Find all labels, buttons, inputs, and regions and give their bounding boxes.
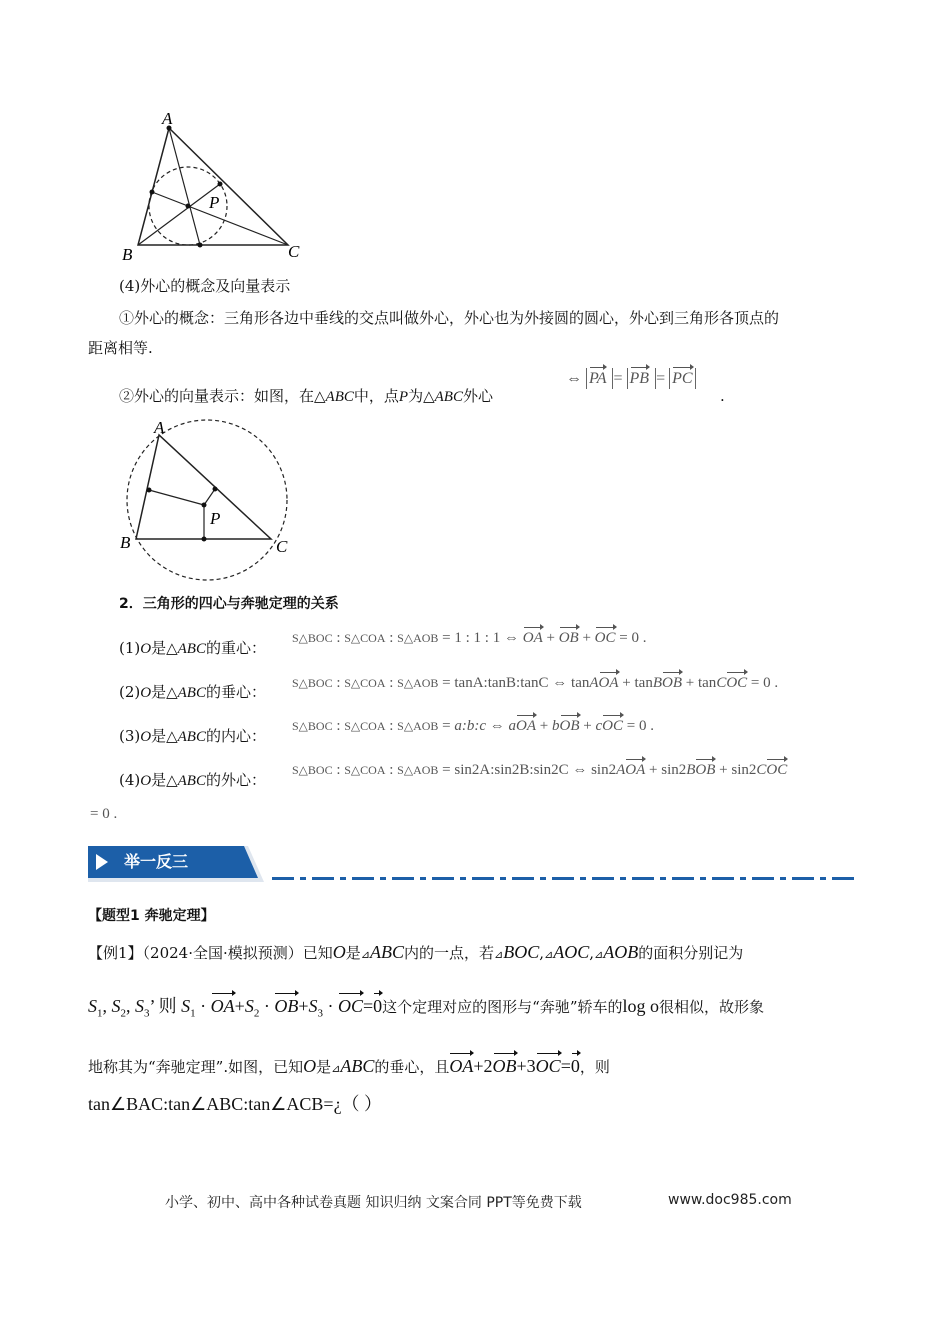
row-number: (1) bbox=[119, 639, 141, 657]
example-line-3: 地称其为“奔驰定理”.如图，已知O是⊿ABC的垂心，且OA+2OB+3OC=0，则 bbox=[88, 1056, 610, 1076]
fig2-label-b: B bbox=[120, 533, 131, 552]
circumcircle-figure bbox=[110, 418, 310, 588]
iff-symbol: ⇔ bbox=[566, 370, 582, 387]
area-s-boc: S△BOC bbox=[292, 763, 333, 777]
row-label-mid: 是△ bbox=[151, 771, 178, 789]
triangle-symbol: ⊿ bbox=[331, 1062, 341, 1075]
text: 这个定理对应的图形与“奔驰”轿车的 bbox=[382, 998, 623, 1016]
text: 的垂心，且 bbox=[374, 1058, 450, 1076]
triangle-name: ABC bbox=[325, 389, 354, 405]
vector-line-prefix: ②外心的向量表示：如图，在△ bbox=[119, 387, 326, 405]
point-o: O bbox=[332, 942, 346, 962]
question-type-heading: 【题型1 奔驰定理】 bbox=[88, 908, 215, 924]
area-s: S bbox=[111, 996, 121, 1016]
area-s-aob: S△AOB bbox=[397, 719, 439, 733]
zero-vector: = 0 bbox=[626, 718, 647, 734]
area-s-boc: S△BOC bbox=[292, 631, 333, 645]
area-s-aob: S△AOB bbox=[397, 631, 439, 645]
circumcenter-formula: S△BOC : S△COA : S△AOB = sin2A:sin2B:sin2C ⇔ sin2AOA + sin2BOB + sin2COC bbox=[292, 762, 788, 778]
relation-row-centroid bbox=[119, 638, 266, 659]
fig1-label-a: A bbox=[162, 112, 173, 128]
area-s-coa: S△COA bbox=[344, 676, 386, 690]
logo-word: log o bbox=[622, 996, 660, 1016]
triangle-name: ABC bbox=[370, 942, 404, 962]
point-o: O bbox=[303, 1056, 317, 1076]
fig1-label-p: P bbox=[209, 193, 220, 212]
relation-row-orthocenter bbox=[119, 682, 266, 703]
fig2-label-c: C bbox=[276, 537, 288, 556]
row-number: (2) bbox=[119, 683, 141, 701]
footer-text: 小学、初中、高中各种试卷真题 知识归纳 文案合同 PPT等免费下载 bbox=[165, 1195, 582, 1211]
section-2-heading: 2．三角形的四心与奔驰定理的关系 bbox=[119, 596, 339, 612]
area-s-aob: S△AOB bbox=[397, 763, 439, 777]
section-4-heading: (4)外心的概念及向量表示 bbox=[119, 277, 291, 295]
row-number: (4) bbox=[119, 771, 141, 789]
vector-line-mid: 中，点 bbox=[353, 387, 399, 405]
row-label-post: 的垂心： bbox=[205, 683, 266, 701]
example-intro: 【例1】（2024·全国·模拟预测）已知 bbox=[88, 944, 333, 962]
text: 内的一点，若 bbox=[404, 944, 495, 962]
area-ratio: sin2A:sin2B:sin2C ⇔ bbox=[454, 762, 588, 778]
text: 的面积分别记为 bbox=[638, 944, 744, 962]
area-ratio: a:b:c ⇔ bbox=[454, 718, 505, 734]
area-s: S bbox=[135, 996, 144, 1016]
area-s: S bbox=[244, 996, 254, 1016]
point-o: O bbox=[140, 641, 152, 657]
vector-pa: PA bbox=[589, 370, 607, 387]
centroid-formula: S△BOC : S△COA : S△AOB = 1 : 1 : 1 ⇔ OA + OB + OC = 0 . bbox=[292, 630, 647, 646]
area-ratio: tanA:tanB:tanC ⇔ bbox=[454, 675, 568, 691]
relation-row-incenter bbox=[119, 726, 266, 747]
triangle-symbol: ⊿ bbox=[360, 948, 370, 961]
vector-line-mid2: 为△ bbox=[408, 387, 435, 405]
triangle-name: ABC bbox=[434, 389, 463, 405]
example-line-4: tan∠BAC:tan∠ABC:tan∠ACB=¿（ ） bbox=[88, 1094, 383, 1114]
area-s-coa: S△COA bbox=[344, 631, 386, 645]
formula-period: . bbox=[720, 387, 725, 405]
text: 地称其为“奔驰定理”.如图，已知 bbox=[88, 1058, 304, 1076]
triangle-boc: BOC bbox=[503, 942, 540, 962]
relation-row-circumcenter bbox=[119, 770, 266, 791]
incenter-formula: S△BOC : S△COA : S△AOB = a:b:c ⇔ aOA + bOB + cOC = 0 . bbox=[292, 718, 654, 734]
triangle-name: ABC bbox=[340, 1056, 375, 1076]
example-line-2: $S_1$, $S_2$, $S_3$’ 则 $S_1 \cdot OA+S_2 \cdot OB+S_3 \cdot OC=0$这个定理对应的图形与“奔驰”轿车的log o很相似，故形象 bbox=[88, 996, 765, 1020]
text: 是 bbox=[316, 1058, 332, 1076]
row-label-mid: 是△ bbox=[151, 683, 178, 701]
area-s-aob: S△AOB bbox=[397, 676, 439, 690]
area-ratio: 1 : 1 : 1 ⇔ bbox=[454, 630, 519, 646]
text: 是 bbox=[345, 944, 361, 962]
zero-vector: = 0 bbox=[750, 675, 771, 691]
circumcenter-vector-formula bbox=[566, 370, 696, 388]
area-s: S bbox=[308, 996, 318, 1016]
fig2-label-p: P bbox=[210, 509, 221, 528]
fig1-label-b: B bbox=[122, 245, 133, 264]
point-o: O bbox=[140, 685, 152, 701]
area-s: S bbox=[181, 996, 191, 1016]
row-label-mid: 是△ bbox=[151, 639, 178, 657]
fig2-label-a: A bbox=[154, 418, 165, 437]
circumcenter-definition-line1: ①外心的概念：三角形各边中垂线的交点叫做外心，外心也为外接圆的圆心，外心到三角形各顶点的 bbox=[119, 309, 780, 327]
area-s-coa: S△COA bbox=[344, 763, 386, 777]
banner-label: 举一反三 bbox=[124, 852, 189, 871]
row-label-post: 的外心： bbox=[205, 771, 266, 789]
triangle-aoc: AOC bbox=[553, 942, 590, 962]
vector-pb: PB bbox=[629, 370, 650, 387]
incircle-figure bbox=[110, 112, 310, 267]
footer-url[interactable]: www.doc985.com bbox=[668, 1192, 792, 1208]
dashed-divider bbox=[272, 877, 860, 880]
example-line-1: 【例1】（2024·全国·模拟预测）已知O是⊿ABC内的一点，若⊿BOC,⊿AOC,⊿AOB的面积分别记为 bbox=[88, 942, 744, 962]
text: ，则 bbox=[579, 1058, 610, 1076]
text: 很相似，故形象 bbox=[659, 998, 765, 1016]
row-label-mid: 是△ bbox=[151, 727, 178, 745]
row-number: (3) bbox=[119, 727, 141, 745]
triangle-name: ABC bbox=[177, 641, 206, 657]
area-s-boc: S△BOC bbox=[292, 719, 333, 733]
triangle-symbol: ⊿ bbox=[544, 948, 554, 961]
area-s-coa: S△COA bbox=[344, 719, 386, 733]
row-label-post: 的内心： bbox=[205, 727, 266, 745]
triangle-aob: AOB bbox=[603, 942, 639, 962]
point-p: P bbox=[398, 389, 409, 405]
triangle-name: ABC bbox=[177, 685, 206, 701]
equals-sign: = bbox=[656, 370, 666, 387]
circumcenter-formula-wrap: = 0 . bbox=[90, 806, 118, 822]
equals-sign: = bbox=[613, 370, 623, 387]
triangle-name: ABC bbox=[177, 773, 206, 789]
triangle-symbol: ⊿ bbox=[594, 948, 604, 961]
triangle-symbol: ⊿ bbox=[494, 948, 504, 961]
row-label-post: 的重心： bbox=[205, 639, 266, 657]
fig1-label-c: C bbox=[288, 242, 300, 261]
area-s-boc: S△BOC bbox=[292, 676, 333, 690]
orthocenter-formula: S△BOC : S△COA : S△AOB = tanA:tanB:tanC ⇔ tanAOA + tanBOB + tanCOC = 0 . bbox=[292, 675, 779, 691]
area-s: S bbox=[88, 996, 97, 1016]
zero-vector: = 0 bbox=[619, 630, 639, 646]
vector-line-post: 外心 bbox=[462, 387, 493, 405]
triangle-name: ABC bbox=[177, 729, 206, 745]
point-o: O bbox=[140, 729, 152, 745]
circumcenter-definition-line2: 距离相等. bbox=[88, 339, 153, 357]
vector-pc: PC bbox=[672, 370, 693, 387]
circumcenter-vector-line bbox=[119, 386, 493, 407]
point-o: O bbox=[140, 773, 152, 789]
zero-vector: = 0 bbox=[90, 806, 110, 822]
